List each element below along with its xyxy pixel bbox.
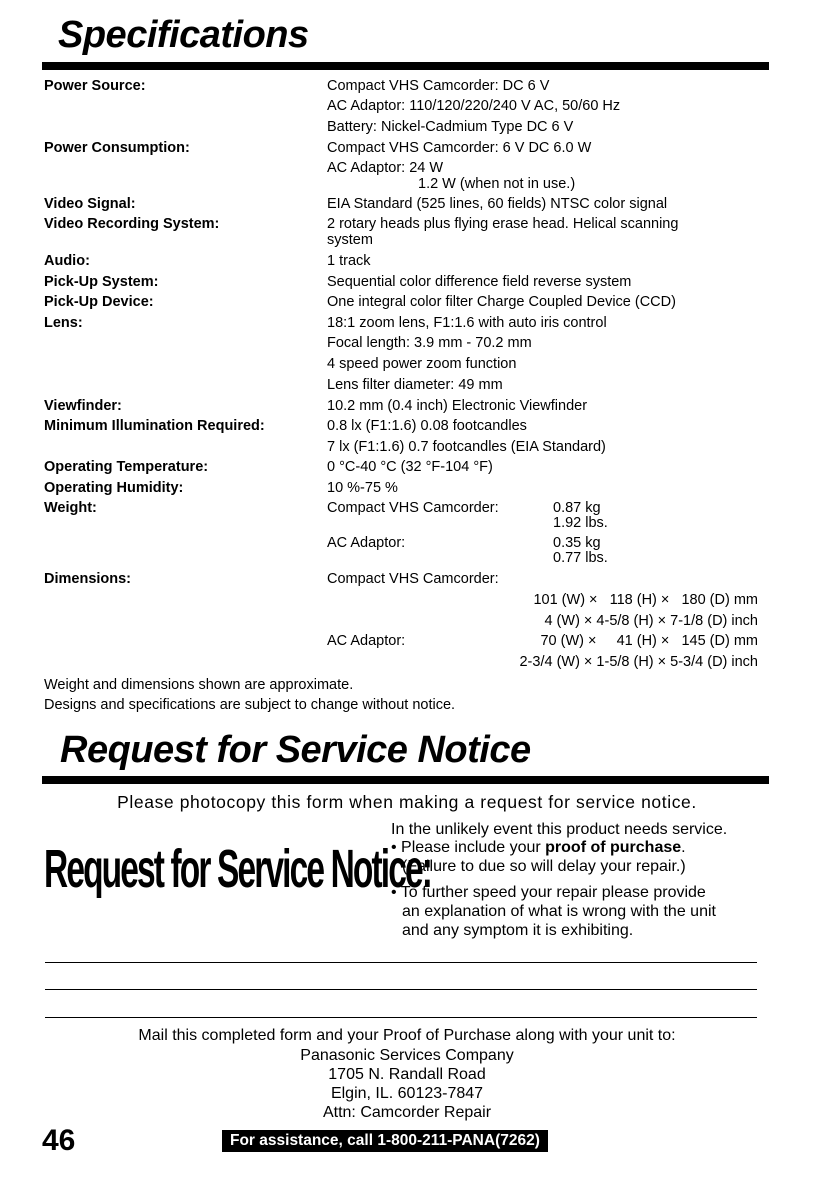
mail-instruction: Mail this completed form and your Proof of Purchase along with your unit to: xyxy=(138,1027,676,1044)
note-approximate: Weight and dimensions shown are approximate. xyxy=(44,677,354,693)
spec-value: EIA Standard (525 lines, 60 fields) NTSC color signal xyxy=(327,196,668,212)
spec-value: 0.8 lx (F1:1.6) 0.08 footcandles xyxy=(327,418,527,434)
spec-value: 2 rotary heads plus flying erase head. Helical scanning xyxy=(327,216,679,232)
bullet-text: (Failure to due so will delay your repair.) xyxy=(402,858,686,875)
spec-label-dimensions: Dimensions: xyxy=(44,571,132,587)
spec-value: 1 track xyxy=(327,253,371,269)
page-title: Specifications xyxy=(58,14,309,56)
photocopy-instruction: Please photocopy this form when making a request for service notice. xyxy=(117,792,697,812)
bullet-text: an explanation of what is wrong with the unit xyxy=(402,903,716,920)
spec-label-video-signal: Video Signal: xyxy=(44,196,136,212)
form-intro: In the unlikely event this product needs service. xyxy=(391,821,728,838)
spec-value: 0.77 lbs. xyxy=(553,550,608,566)
spec-value: Compact VHS Camcorder: 6 V DC 6.0 W xyxy=(327,140,592,156)
spec-value: 0.87 kg xyxy=(553,500,601,516)
spec-value: AC Adaptor: xyxy=(327,535,406,551)
section-rule xyxy=(42,776,769,784)
spec-value: 10 %-75 % xyxy=(327,480,398,496)
spec-label-lens: Lens: xyxy=(44,315,83,331)
spec-value: 0.35 kg xyxy=(553,535,601,551)
spec-value: 10.2 mm (0.4 inch) Electronic Viewfinder xyxy=(327,398,588,414)
mail-address-line: Attn: Camcorder Repair xyxy=(322,1104,492,1121)
spec-value: 101 (W) × 118 (H) × 180 (D) mm xyxy=(533,592,758,608)
note-change-notice: Designs and specifications are subject to change without notice. xyxy=(44,697,456,713)
mail-address-line: 1705 N. Randall Road xyxy=(328,1066,486,1083)
spec-label-operating-humidity: Operating Humidity: xyxy=(44,480,184,496)
bullet-text: and any symptom it is exhibiting. xyxy=(402,922,634,939)
section-title: Request for Service Notice xyxy=(60,729,531,771)
bullet-speed-repair: • To further speed your repair please provide xyxy=(391,884,706,901)
spec-value: AC Adaptor: 24 W xyxy=(327,160,444,176)
spec-label-pickup-device: Pick-Up Device: xyxy=(44,294,154,310)
spec-value: 4 (W) × 4-5/8 (H) × 7-1/8 (D) inch xyxy=(544,613,758,629)
spec-label-operating-temperature: Operating Temperature: xyxy=(44,459,209,475)
spec-value: 18:1 zoom lens, F1:1.6 with auto iris control xyxy=(327,315,607,331)
spec-value: Focal length: 3.9 mm - 70.2 mm xyxy=(327,335,532,351)
bullet-proof-of-purchase xyxy=(391,838,686,857)
page-number: 46 xyxy=(42,1124,76,1157)
spec-value: 2-3/4 (W) × 1-5/8 (H) × 5-3/4 (D) inch xyxy=(519,654,758,670)
spec-value: AC Adaptor: xyxy=(327,633,406,649)
spec-value: Compact VHS Camcorder: xyxy=(327,571,499,587)
spec-label-power-consumption: Power Consumption: xyxy=(44,140,190,156)
bullet-text: . xyxy=(681,839,686,856)
spec-value: Compact VHS Camcorder: xyxy=(327,500,499,516)
spec-value: 70 (W) × 41 (H) × 145 (D) mm xyxy=(540,633,758,649)
spec-label-video-recording: Video Recording System: xyxy=(44,216,220,232)
spec-value: One integral color filter Charge Coupled Device (CCD) xyxy=(327,294,676,310)
spec-label-pickup-system: Pick-Up System: xyxy=(44,274,159,290)
proof-of-purchase-emphasis: proof of purchase xyxy=(545,839,682,856)
spec-value: Battery: Nickel-Cadmium Type DC 6 V xyxy=(327,119,574,135)
write-in-line[interactable] xyxy=(45,1017,757,1018)
spec-value: 1.2 W (when not in use.) xyxy=(418,176,576,192)
spec-value: 0 °C-40 °C (32 °F-104 °F) xyxy=(327,459,493,475)
write-in-line[interactable] xyxy=(45,962,757,963)
spec-label-audio: Audio: xyxy=(44,253,90,269)
write-in-line[interactable] xyxy=(45,989,757,990)
spec-value: AC Adaptor: 110/120/220/240 V AC, 50/60 Hz xyxy=(327,98,621,114)
spec-value: system xyxy=(327,232,373,248)
spec-value: 4 speed power zoom function xyxy=(327,356,517,372)
form-heading: Request for Service Notice: xyxy=(44,839,432,899)
spec-label-weight: Weight: xyxy=(44,500,97,516)
spec-value: Lens filter diameter: 49 mm xyxy=(327,377,503,393)
spec-value: 1.92 lbs. xyxy=(553,515,608,531)
assistance-banner: For assistance, call 1-800-211-PANA(7262) xyxy=(222,1130,548,1152)
spec-label-min-illumination: Minimum Illumination Required: xyxy=(44,418,265,434)
mail-address-line: Elgin, IL. 60123-7847 xyxy=(330,1085,484,1102)
spec-label-viewfinder: Viewfinder: xyxy=(44,398,122,414)
mail-address-line: Panasonic Services Company xyxy=(300,1047,514,1064)
title-rule xyxy=(42,62,769,70)
spec-value: Compact VHS Camcorder: DC 6 V xyxy=(327,78,550,94)
spec-value: 7 lx (F1:1.6) 0.7 footcandles (EIA Standard) xyxy=(327,439,606,455)
bullet-text: • Please include your xyxy=(391,839,546,856)
spec-label-power-source: Power Source: xyxy=(44,78,146,94)
spec-value: Sequential color difference field reverse system xyxy=(327,274,632,290)
